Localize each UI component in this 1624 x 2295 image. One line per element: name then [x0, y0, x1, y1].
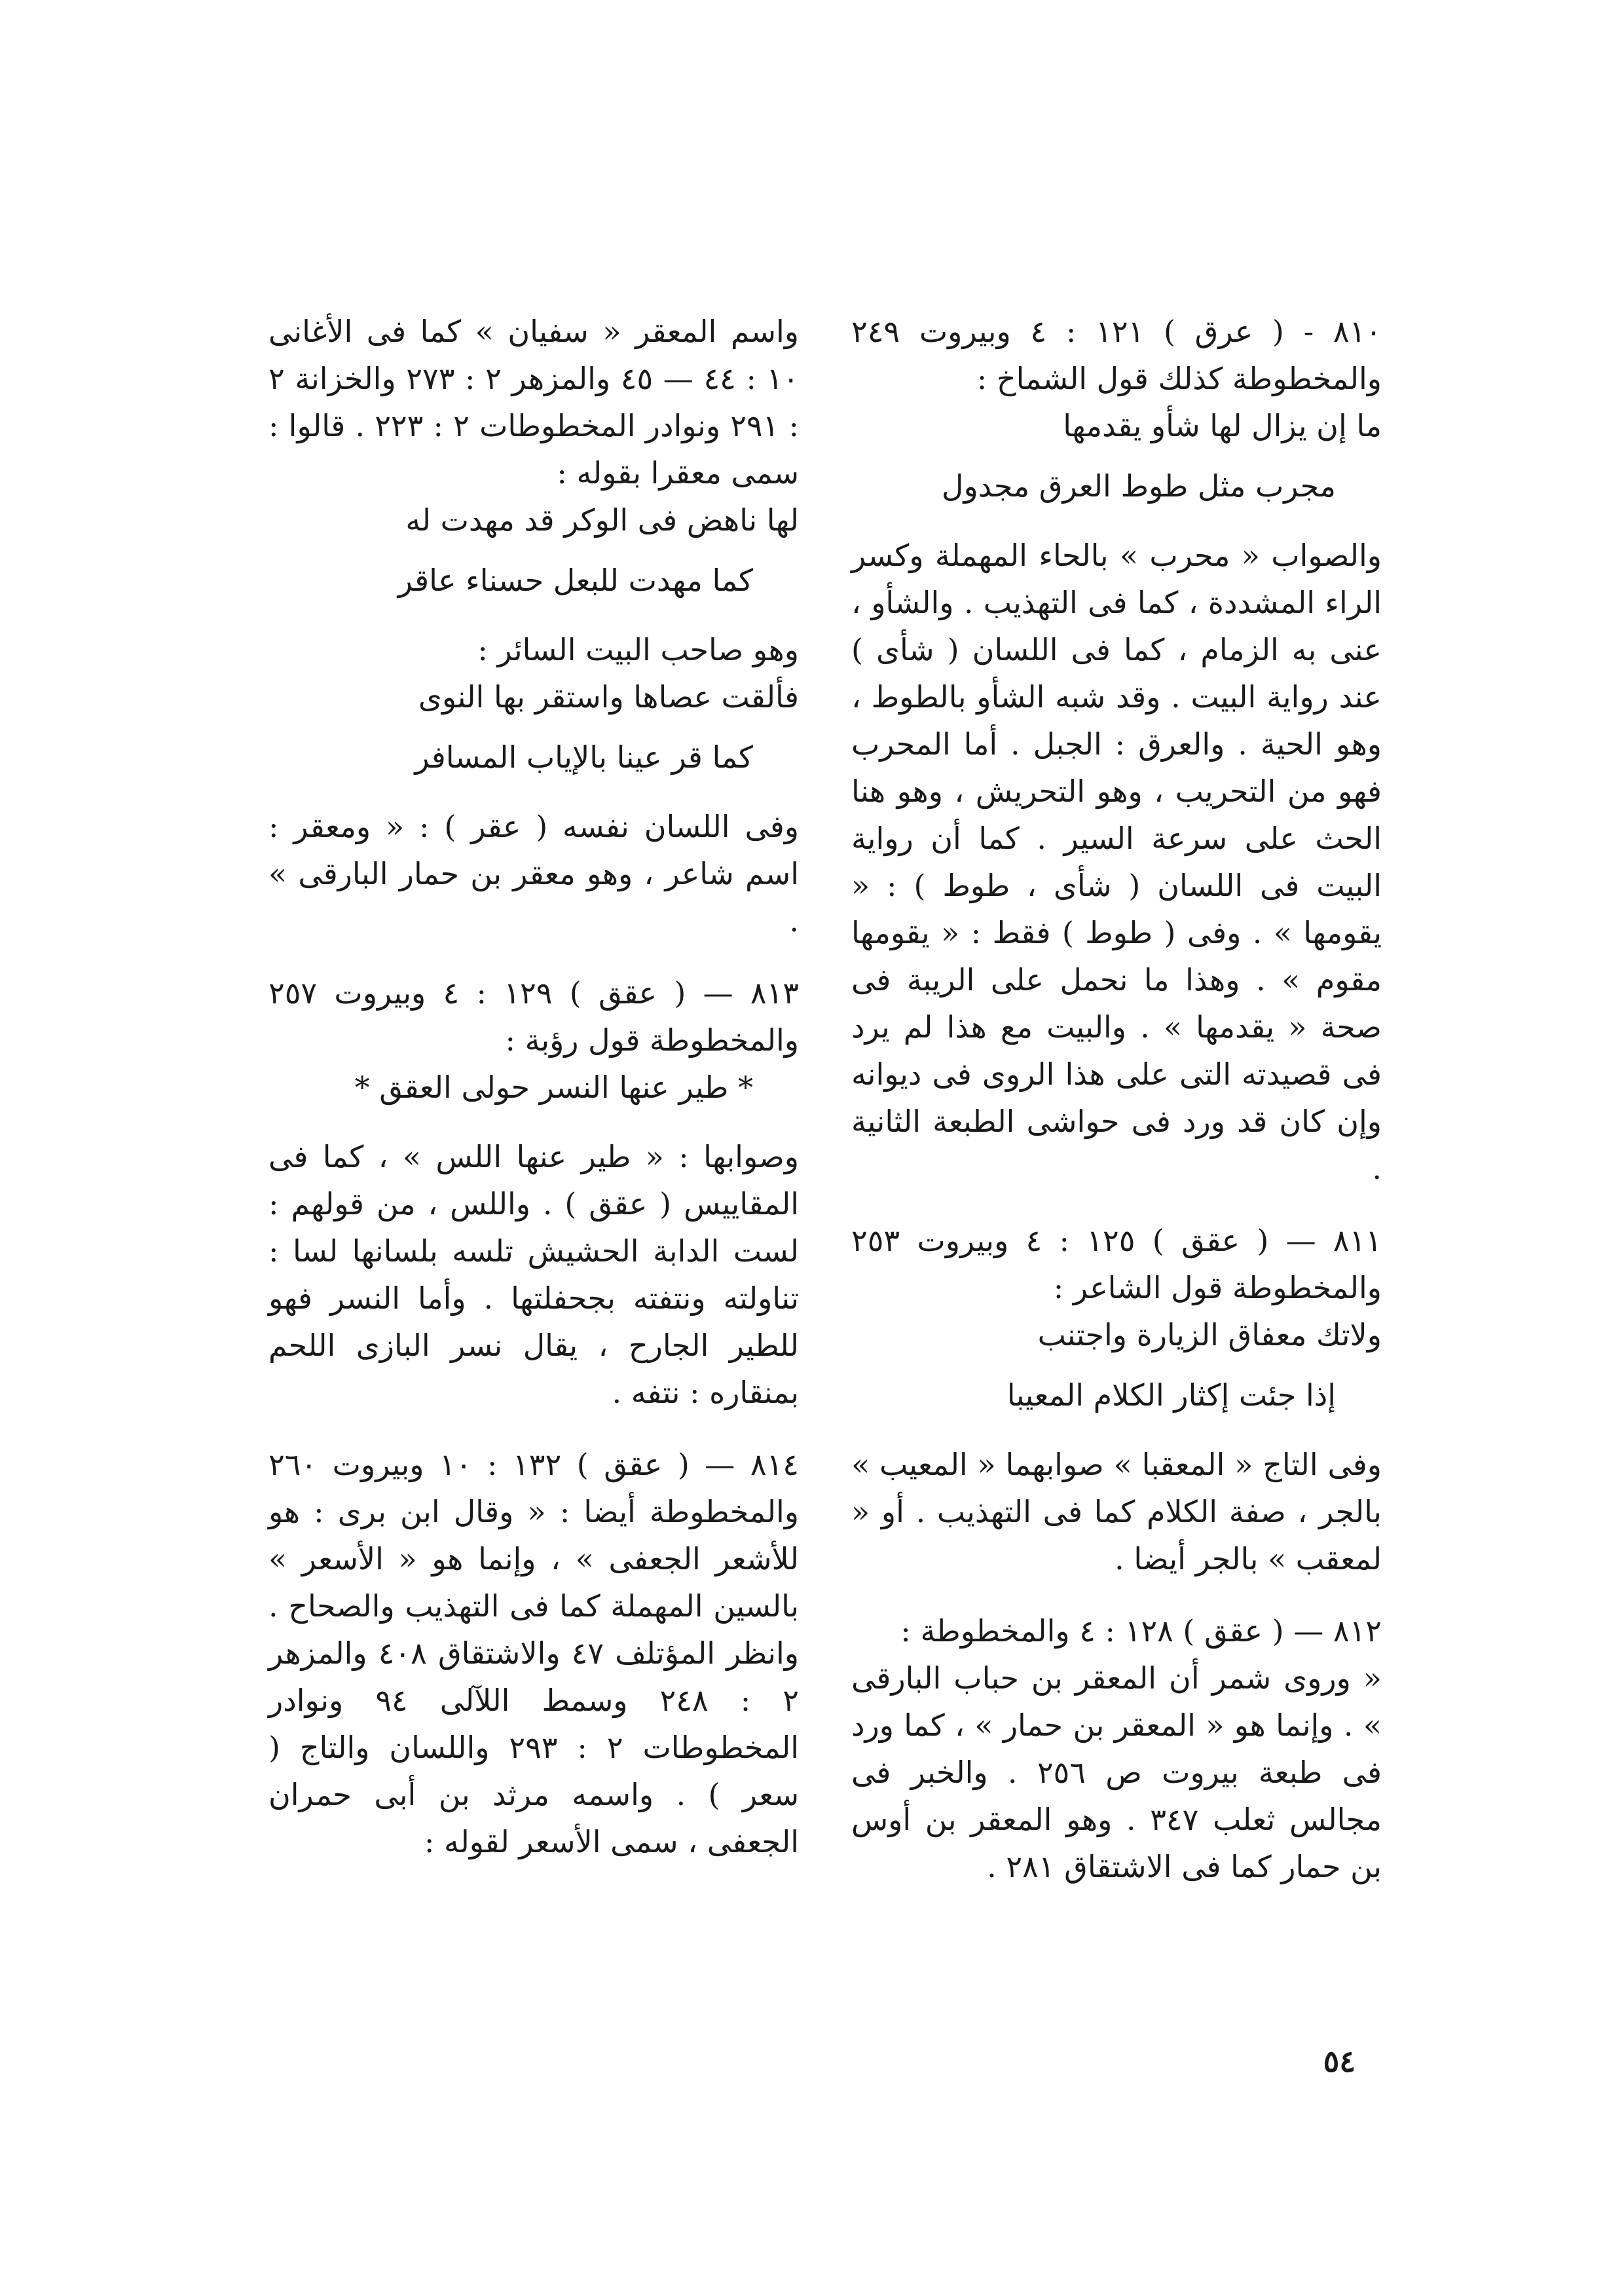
right-column [851, 308, 1382, 1915]
verse-hemistich: لها ناهض فى الوكر قد مهدت له [405, 502, 799, 538]
entry-continuation [268, 308, 799, 944]
verse-hemistich: إذا جئت إكثار الكلام المعيبا [1006, 1377, 1336, 1413]
bridge-text: وهو صاحب البيت السائر : [477, 632, 799, 667]
verse [851, 402, 1382, 510]
verse-hemistich: ما إن يزال لها شأو يقدمها [1063, 408, 1382, 443]
entry-heading: ٨١٤ — ( عقق ) ١٣٢ : ١٠ وبيروت ٢٦٠ والمخطوطة أيضا : « وقال ابن برى : هو للأشعر الجعفى » ، وإنما هو « الأسعر » بالسين المهملة كما فى التهذيب والصحاح . وانظر المؤتلف ٤٧ والاشتقاق ٤٠٨ والمزهر ٢ : ٢٤٨ وسمط اللآلى ٩٤ ونوادر المخطوطات ٢ : ٢٩٣ واللسان والتاج ( سعر ) . واسمه مرثد بن أبى حمران الجعفى ، سمى الأسعر لقوله : [268, 1447, 800, 1859]
verse-hemistich: كما قر عينا بالإياب المسافر [415, 739, 753, 775]
verse [268, 496, 799, 604]
entry-heading: ٨١٣ — ( عقق ) ١٢٩ : ٤ وبيروت ٢٥٧ والمخطوطة قول رؤبة : [268, 975, 800, 1058]
entry-commentary: وفى اللسان نفسه ( عقر ) : « ومعقر : اسم شاعر ، وهو معقر بن حمار البارقى » . [268, 809, 799, 939]
entry-commentary: وفى التاج « المعقبا » صوابهما « المعيب » بالجر ، صفة الكلام كما فى التهذيب . أو « لمعقب » بالجر أيضا . [851, 1447, 1382, 1577]
page-number: ٥٤ [1323, 2043, 1356, 2079]
verse [851, 1311, 1382, 1419]
entry-heading: ٨١٢ — ( عقق ) ١٢٨ : ٤ والمخطوطة : [900, 1613, 1382, 1649]
continuation-text: واسم المعقر « سفيان » كما فى الأغانى ١٠ : ٤٤ — ٤٥ والمزهر ٢ : ٢٧٣ والخزانة ٢ : ٢٩١ ونوادر المخطوطات ٢ : ٢٢٣ . قالوا : سمى معقرا بقوله : [268, 314, 800, 491]
verse-hemistich: مجرب مثل طوط العرق مجدول [942, 468, 1336, 504]
verse [268, 1064, 799, 1111]
entry-commentary: والصواب « محرب » بالحاء المهملة وكسر الراء المشددة ، كما فى التهذيب . والشأو ، عنى به الزمام ، كما فى اللسان ( شأى ) عند رواية البيت . وقد شبه الشأو بالطوط ، وهو الحية . والعرق : الجبل . أما المحرب فهو من التحريب ، وهو التحريش ، وهو هنا الحث على سرعة السير . كما أن رواية البيت فى اللسان ( شأى ، طوط ) : « يقومها » . وفى ( طوط ) فقط : « يقومها مقوم » . وهذا ما نحمل على الريبة فى صحة « يقدمها » . والبيت مع هذا لم يرد فى قصيدته التى على هذا الروى فى ديوانه وإن كان قد ورد فى حواشى الطبعة الثانية . [851, 538, 1382, 1186]
verse-hemistich: ولاتك معفاق الزيارة واجتنب [1037, 1317, 1382, 1353]
entry-811 [851, 1217, 1382, 1582]
entry-810 [851, 308, 1382, 1192]
verse [268, 673, 799, 781]
entry-commentary: « وروى شمر أن المعقر بن حباب البارقى » . وإنما هو « المعقر بن حمار » ، كما ورد فى طبعة بيروت ص ٢٥٦ . والخبر فى مجالس ثعلب ٣٤٧ . وهو المعقر بن أوس بن حمار كما فى الاشتقاق ٢٨١ . [851, 1660, 1382, 1884]
entry-heading: ٨١١ — ( عقق ) ١٢٥ : ٤ وبيروت ٢٥٣ والمخطوطة قول الشاعر : [851, 1223, 1382, 1305]
entry-heading: ٨١٠ - ( عرق ) ١٢١ : ٤ وبيروت ٢٤٩ والمخطوطة كذلك قول الشماخ : [851, 314, 1382, 396]
verse-line: * طير عنها النسر حولى العقق * [354, 1070, 753, 1105]
entry-812 [851, 1607, 1382, 1890]
entry-commentary: وصوابها : « طير عنها اللس » ، كما فى المقاييس ( عقق ) . واللس ، من قولهم : لست الدابة الحشيش تلسه بلسانها لسا : تناولته ونتفته بجحفلتها . وأما النسر فهو للطير الجارح ، يقال نسر البازى اللحم بمنقاره : نتفه . [268, 1139, 799, 1410]
entry-814 [268, 1441, 799, 1865]
left-column [268, 308, 799, 1890]
entry-813 [268, 969, 799, 1416]
verse-hemistich: كما مهدت للبعل حسناء عاقر [397, 563, 753, 598]
verse-hemistich: فألقت عصاها واستقر بها النوى [418, 679, 799, 715]
